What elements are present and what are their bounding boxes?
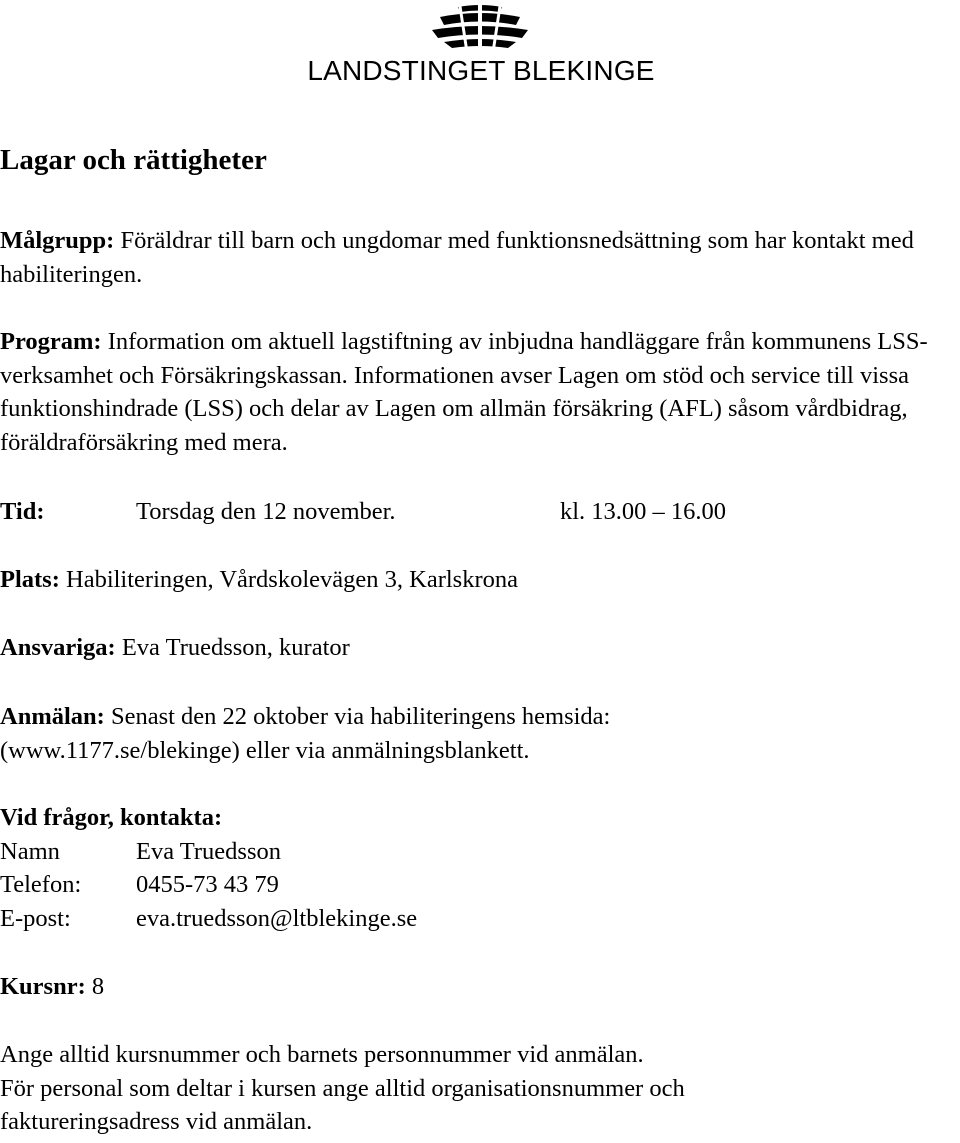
org-name: LANDSTINGET BLEKINGE [307, 55, 655, 86]
contact-name-label: Namn [0, 837, 60, 865]
tid-time: kl. 13.00 – 16.00 [560, 498, 727, 525]
contact-phone-row [0, 868, 960, 902]
malgrupp-label: Målgrupp: [0, 227, 115, 254]
ship-logo-icon [428, 3, 532, 49]
contact-email: eva.truedsson@ltblekinge.se [136, 904, 418, 932]
contact-email-label: E-post: [0, 904, 71, 932]
anmalan-section [0, 700, 760, 767]
program-text: Information om aktuell lagstiftning av inbjudna handläggare från kommunens LSS-verksamhet och Försäkringskassan. Informationen avser Lagen om stöd och service till vissa funktionshindrade (LSS) och delar av Lagen om allmän försäkring (AFL) såsom vårdbidrag, föräldraförsäkring med mera. [0, 328, 928, 456]
program-section [0, 325, 960, 459]
footer-line-2: För personal som deltar i kursen ange alltid organisationsnummer och faktureringsadress vid anmälan. [0, 1074, 685, 1135]
tid-label: Tid: [0, 498, 45, 525]
contact-name-row [0, 835, 960, 869]
plats-text: Habiliteringen, Vårdskolevägen 3, Karlskrona [66, 566, 518, 593]
kursnr-label: Kursnr: [0, 973, 86, 1000]
ansvariga-text: Eva Truedsson, kurator [121, 634, 350, 661]
contact-email-row [0, 902, 960, 936]
malgrupp-text: Föräldrar till barn och ungdomar med funktionsnedsättning som har kontakt med habiliteringen. [0, 227, 914, 288]
plats-section [0, 563, 960, 597]
kursnr-section [0, 970, 960, 1004]
malgrupp-section [0, 224, 960, 291]
plats-label: Plats: [0, 566, 60, 593]
anmalan-text: Senast den 22 oktober via habiliteringens hemsida: (www.1177.se/blekinge) eller via anmälningsblankett. [0, 703, 611, 764]
ansvariga-section [0, 631, 960, 665]
contact-name: Eva Truedsson [136, 837, 281, 865]
ansvariga-label: Ansvariga: [0, 634, 116, 661]
tid-day: Torsdag den 12 november. [136, 498, 396, 525]
anmalan-label: Anmälan: [0, 703, 105, 730]
kursnr-value: 8 [91, 973, 105, 1000]
footer-notes [0, 1038, 850, 1139]
footer-line-1: Ange alltid kursnummer och barnets personnummer vid anmälan. [0, 1041, 644, 1068]
contact-heading: Vid frågor, kontakta: [0, 804, 223, 831]
document-header [0, 0, 960, 90]
page-title: Lagar och rättigheter [0, 144, 267, 176]
tid-section [0, 495, 960, 529]
contact-phone: 0455-73 43 79 [136, 871, 279, 898]
program-label: Program: [0, 328, 102, 355]
contact-phone-label: Telefon: [0, 871, 82, 898]
contact-section [0, 801, 960, 935]
